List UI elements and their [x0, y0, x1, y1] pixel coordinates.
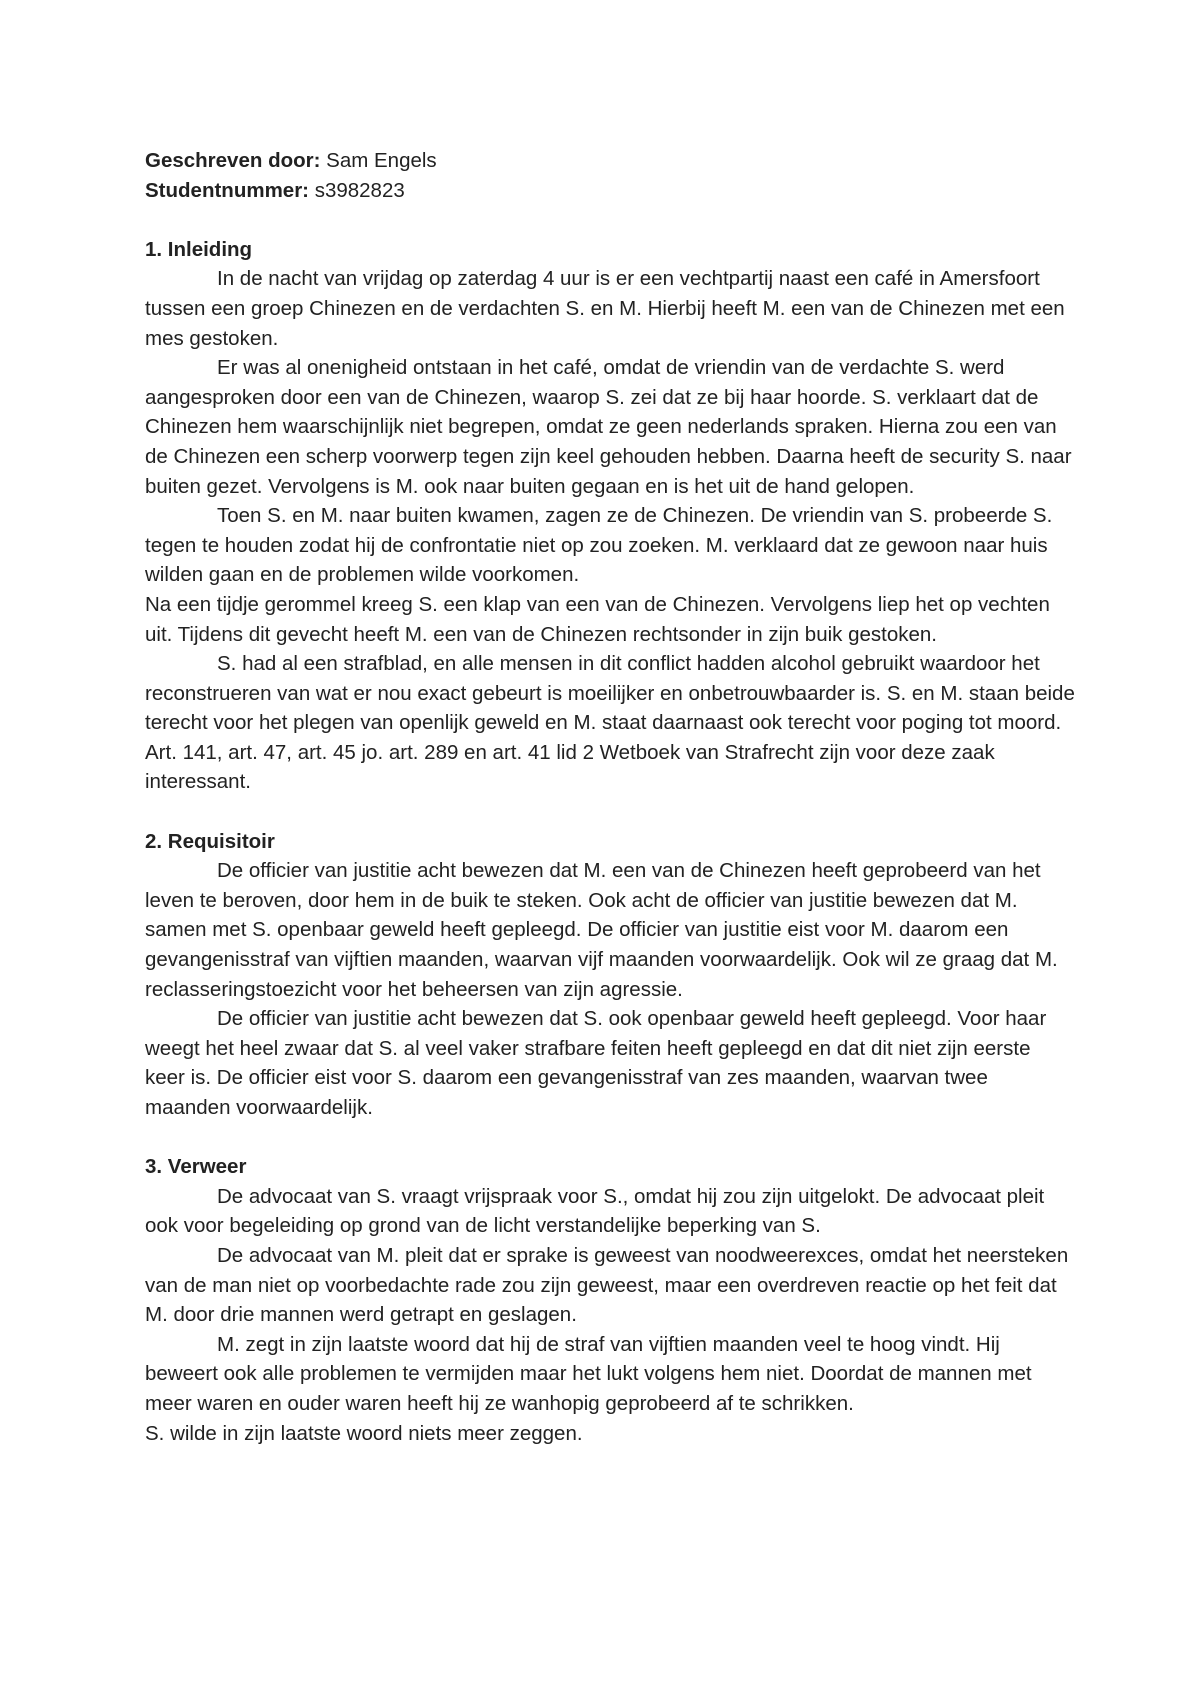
paragraph: De officier van justitie acht bewezen dat S. ook openbaar geweld heeft gepleegd. Voor haar weegt het heel zwaar dat S. al veel vaker strafbare feiten heeft gepleegd en dat dit niet zijn eerste keer is. De officier eist voor S. daarom een gevangenisstraf van zes maanden, waarvan twee maanden voorwaardelijk. [145, 1007, 1047, 1119]
paragraph: S. wilde in zijn laatste woord niets meer zeggen. [145, 1421, 583, 1445]
spacer [145, 205, 1075, 235]
author-value: Sam Engels [320, 149, 437, 172]
section-heading-requisitoir: 2. Requisitoir [145, 829, 275, 853]
paragraph: S. had al een strafblad, en alle mensen in dit conflict hadden alcohol gebruikt waardoor het reconstrueren van wat er nou exact gebeurt is moeilijker en onbetrouwbaarder is. S. en M. staan beide terecht voor het plegen van openlijk geweld en M. staat daarnaast ook terecht voor poging tot moord. Art. 141, art. 47, art. 45 jo. art. 289 en art. 41 lid 2 Wetboek van Strafrecht zijn voor deze zaak interessant. [145, 652, 1075, 794]
paragraph: M. zegt in zijn laatste woord dat hij de straf van vijftien maanden veel te hoog vindt. Hij beweert ook alle problemen te vermijden maar het lukt volgens hem niet. Doordat de mannen met meer waren en ouder waren heeft hij ze wanhopig geprobeerd af te schrikken. [145, 1332, 1032, 1415]
author-line [145, 146, 1075, 176]
paragraph: In de nacht van vrijdag op zaterdag 4 uur is er een vechtpartij naast een café in Amersfoort tussen een groep Chinezen en de verdachten S. en M. Hierbij heeft M. een van de Chinezen met een mes gestoken. [145, 267, 1065, 350]
student-number-label: Studentnummer: [145, 178, 309, 202]
student-number-line [145, 176, 1075, 206]
paragraph: Er was al onenigheid ontstaan in het café, omdat de vriendin van de verdachte S. werd aangesproken door een van de Chinezen, waarop S. zei dat ze bij haar hoorde. S. verklaart dat de Chinezen hem waarschijnlijk niet begrepen, omdat ze geen nederlands spraken. Hierna zou een van de Chinezen een scherp voorwerp tegen zijn keel gehouden hebben. Daarna heeft de security S. naar buiten gezet. Vervolgens is M. ook naar buiten gegaan en is het uit de hand gelopen. [145, 356, 1072, 498]
paragraph: De advocaat van S. vraagt vrijspraak voor S., omdat hij zou zijn uitgelokt. De advocaat pleit ook voor begeleiding op grond van de licht verstandelijke beperking van S. [145, 1184, 1045, 1238]
section-heading-verweer: 3. Verweer [145, 1155, 247, 1179]
document-page [145, 146, 1075, 1448]
paragraph: Na een tijdje gerommel kreeg S. een klap van een van de Chinezen. Vervolgens liep het op vechten uit. Tijdens dit gevecht heeft M. een van de Chinezen rechtsonder in zijn buik gestoken. [145, 592, 1050, 646]
spacer [145, 1123, 1075, 1153]
spacer [145, 797, 1075, 827]
author-label: Geschreven door: [145, 149, 321, 172]
student-number-value: s3982823 [309, 178, 405, 202]
paragraph: Toen S. en M. naar buiten kwamen, zagen ze de Chinezen. De vriendin van S. probeerde S. tegen te houden zodat hij de confrontatie niet op zou zoeken. M. verklaard dat ze gewoon naar huis wilden gaan en de problemen wilde voorkomen. [145, 504, 1053, 587]
section-heading-inleiding: 1. Inleiding [145, 237, 253, 261]
paragraph: De officier van justitie acht bewezen dat M. een van de Chinezen heeft geprobeerd van het leven te beroven, door hem in de buik te steken. Ook acht de officier van justitie bewezen dat M. samen met S. openbaar geweld heeft gepleegd. De officier van justitie eist voor M. daarom een gevangenisstraf van vijftien maanden, waarvan vijf maanden voorwaardelijk. Ook wil ze graag dat M. reclasseringstoezicht voor het beheersen van zijn agressie. [145, 859, 1058, 1001]
paragraph: De advocaat van M. pleit dat er sprake is geweest van noodweerexces, omdat het neersteken van de man niet op voorbedachte rade zou zijn geweest, maar een overdreven reactie op het feit dat M. door drie mannen werd getrapt en geslagen. [145, 1243, 1069, 1327]
